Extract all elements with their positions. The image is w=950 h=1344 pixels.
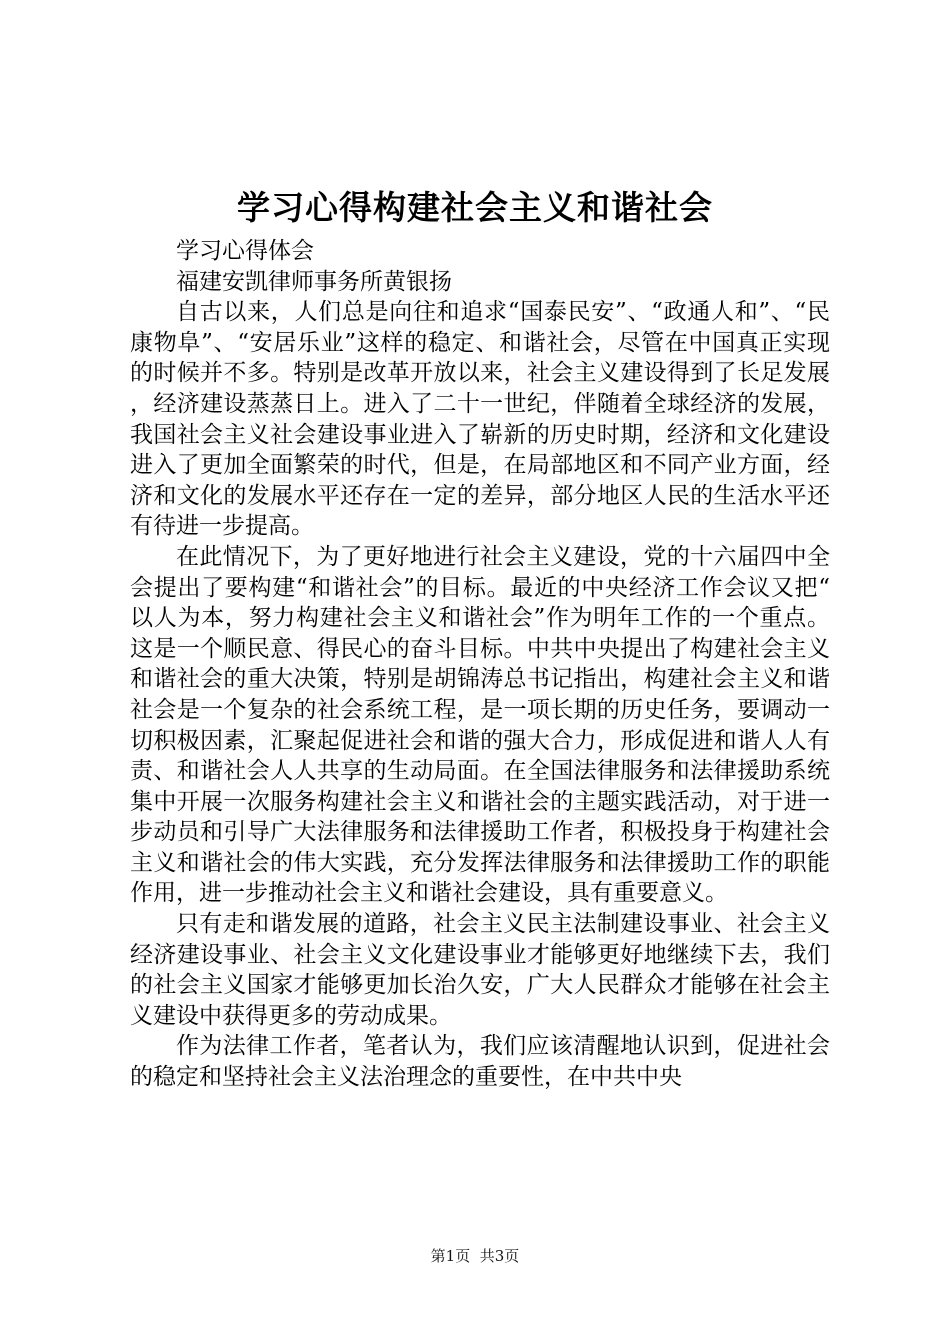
document-body	[130, 236, 830, 1093]
body-paragraph: 只有走和谐发展的道路，社会主义民主法制建设事业、社会主义经济建设事业、社会主义文化建设事业才能够更好地继续下去，我们的社会主义国家才能够更加长治久安，广大人民群众才能够在社会主义建设中获得更多的劳动成果。	[130, 911, 830, 1029]
body-paragraph: 作为法律工作者，笔者认为，我们应该清醒地认识到，促进社会的稳定和坚持社会主义法治理念的重要性，在中共中央	[130, 1033, 830, 1091]
page-footer	[0, 1246, 950, 1266]
body-paragraph: 自古以来，人们总是向往和追求“国泰民安”、“政通人和”、“民康物阜”、“安居乐业”这样的稳定、和谐社会，尽管在中国真正实现的时候并不多。特别是改革开放以来，社会主义建设得到了长足发展，经济建设蒸蒸日上。进入了二十一世纪，伴随着全球经济的发展，我国社会主义社会建设事业进入了崭新的历史时期，经济和文化建设进入了更加全面繁荣的时代，但是，在局部地区和不同产业方面，经济和文化的发展水平还存在一定的差异，部分地区人民的生活水平还有待进一步提高。	[130, 299, 830, 540]
body-paragraph: 在此情况下，为了更好地进行社会主义建设，党的十六届四中全会提出了要构建“和谐社会”的目标。最近的中央经济工作会议又把“以人为本，努力构建社会主义和谐社会”作为明年工作的一个重点。这是一个顺民意、得民心的奋斗目标。中共中央提出了构建社会主义和谐社会的重大决策，特别是胡锦涛总书记指出，构建社会主义和谐社会是一个复杂的社会系统工程，是一项长期的历史任务，要调动一切积极因素，汇聚起促进社会和谐的强大合力，形成促进和谐人人有责、和谐社会人人共享的生动局面。在全国法律服务和法律援助系统集中开展一次服务构建社会主义和谐社会的主题实践活动，对于进一步动员和引导广大法律服务和法律援助工作者，积极投身于构建社会主义和谐社会的伟大实践，充分发挥法律服务和法律援助工作的职能作用，进一步推动社会主义和谐社会建设，具有重要意义。	[130, 543, 830, 907]
author-line: 福建安凯律师事务所黄银扬	[176, 268, 452, 295]
document-title: 学习心得构建社会主义和谐社会	[237, 188, 713, 227]
page-total: 共3页	[479, 1247, 520, 1265]
subtitle-line: 学习心得体会	[176, 238, 314, 264]
footer-separator	[470, 1247, 480, 1265]
page-number: 第1页	[430, 1247, 471, 1265]
